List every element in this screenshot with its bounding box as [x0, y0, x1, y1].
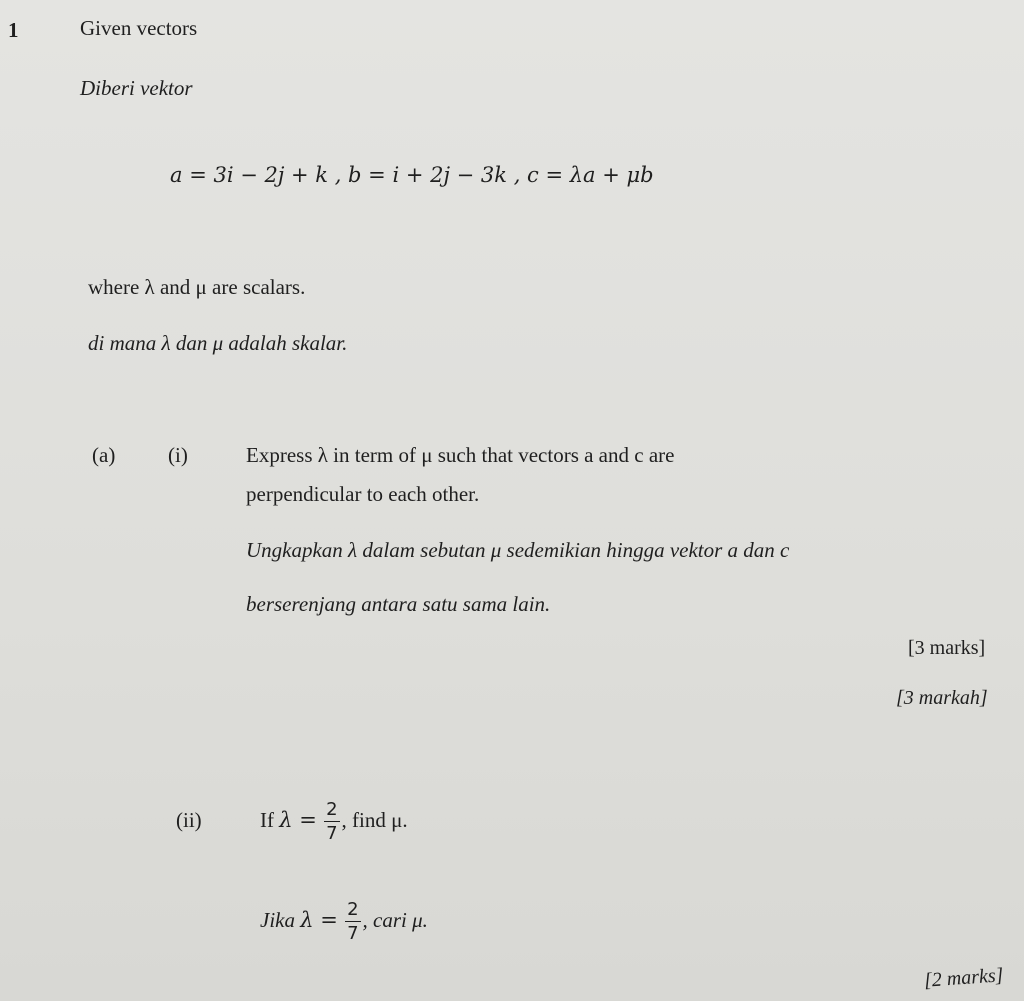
fraction-numerator: 2 — [326, 799, 338, 821]
find-text: , find μ. — [341, 808, 408, 832]
lambda-equals: λ = — [279, 808, 317, 832]
sub-i-english-line2: perpendicular to each other. — [246, 482, 480, 506]
sub-ii-malay — [260, 896, 428, 944]
sub-i-malay-line1: Ungkapkan λ dalam sebutan μ sedemikian hingga vektor a dan c — [246, 538, 790, 562]
where-malay: di mana λ dan μ adalah skalar. — [88, 331, 348, 355]
fraction-denominator: 7 — [326, 823, 338, 845]
fraction-numerator-malay: 2 — [347, 899, 359, 921]
sub-ii-label: (ii) — [176, 808, 202, 832]
intro-malay: Diberi vektor — [80, 76, 193, 100]
jika-word: Jika — [260, 908, 295, 932]
fraction — [324, 801, 339, 843]
sub-i-english-line1: Express λ in term of μ such that vectors a and c are — [246, 443, 675, 467]
sub-ii-english — [260, 796, 408, 844]
cari-text: , cari μ. — [362, 908, 428, 932]
sub-i-malay-line2: berserenjang antara satu sama lain. — [246, 592, 551, 616]
fraction-malay — [345, 901, 360, 943]
intro-english: Given vectors — [80, 16, 198, 40]
sub-ii-marks-english: [2 marks] — [923, 964, 1005, 992]
where-english: where λ and μ are scalars. — [88, 275, 306, 299]
fraction-denominator-malay: 7 — [347, 923, 359, 945]
question-number: 1 — [8, 18, 19, 42]
vector-equation: a = 3i − 2j + k , b = i + 2j − 3k , c = λa + μb — [170, 163, 654, 187]
sub-i-marks-english: [3 marks] — [908, 637, 986, 659]
sub-i-label: (i) — [168, 443, 188, 467]
sub-i-marks-malay: [3 markah] — [896, 687, 988, 709]
part-a-label: (a) — [92, 443, 116, 467]
lambda-equals-malay: λ = — [300, 908, 338, 932]
if-word: If — [260, 808, 274, 832]
